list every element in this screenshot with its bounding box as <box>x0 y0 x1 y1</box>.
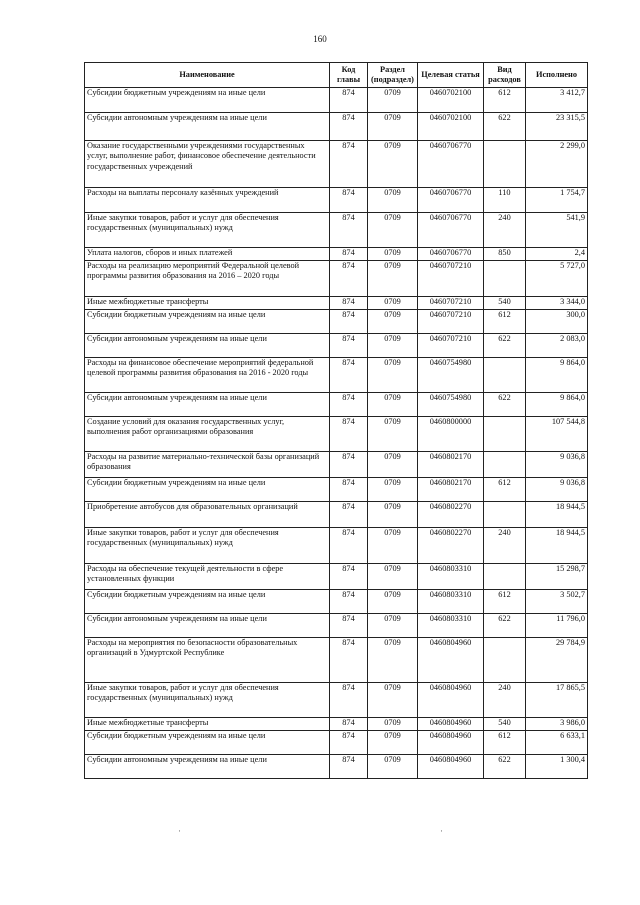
row-code: 874 <box>330 638 368 683</box>
table-row <box>85 188 588 213</box>
row-target: 0460706770 <box>418 188 484 213</box>
table-row <box>85 417 588 452</box>
row-code: 874 <box>330 358 368 393</box>
row-target: 0460707210 <box>418 310 484 334</box>
row-section: 0709 <box>368 614 418 638</box>
row-type: 240 <box>484 528 526 564</box>
row-name: Создание условий для оказания государственных услуг, выполнения работ организациями образования <box>85 417 330 452</box>
col-header-type: Вид расходов <box>484 63 526 88</box>
row-code: 874 <box>330 417 368 452</box>
table-row <box>85 502 588 528</box>
row-name: Иные закупки товаров, работ и услуг для обеспечения государственных (муниципальных) нужд <box>85 683 330 718</box>
row-target: 0460804960 <box>418 731 484 755</box>
row-section: 0709 <box>368 755 418 779</box>
row-type <box>484 638 526 683</box>
row-amount: 9 036,8 <box>526 478 588 502</box>
row-type: 612 <box>484 590 526 614</box>
row-amount: 107 544,8 <box>526 417 588 452</box>
table-row <box>85 614 588 638</box>
row-amount: 541,9 <box>526 213 588 248</box>
row-amount: 2 299,0 <box>526 141 588 188</box>
table-row <box>85 590 588 614</box>
row-code: 874 <box>330 502 368 528</box>
row-amount: 3 412,7 <box>526 88 588 113</box>
table-header-row <box>85 63 588 88</box>
row-name: Субсидии бюджетным учреждениям на иные цели <box>85 88 330 113</box>
row-name: Уплата налогов, сборов и иных платежей <box>85 248 330 261</box>
table-row <box>85 393 588 417</box>
row-target: 0460706770 <box>418 248 484 261</box>
table-row <box>85 213 588 248</box>
row-type <box>484 141 526 188</box>
row-section: 0709 <box>368 113 418 141</box>
row-section: 0709 <box>368 564 418 590</box>
scan-mark-right: · <box>440 826 443 836</box>
row-type: 850 <box>484 248 526 261</box>
row-type: 240 <box>484 213 526 248</box>
row-type <box>484 452 526 478</box>
row-code: 874 <box>330 528 368 564</box>
scan-mark-left: · <box>178 826 181 836</box>
row-target: 0460804960 <box>418 755 484 779</box>
row-amount: 300,0 <box>526 310 588 334</box>
row-section: 0709 <box>368 358 418 393</box>
row-target: 0460707210 <box>418 297 484 310</box>
row-name: Расходы на развитие материально-технической базы организаций образования <box>85 452 330 478</box>
table-row <box>85 731 588 755</box>
row-section: 0709 <box>368 478 418 502</box>
table-row <box>85 261 588 297</box>
row-code: 874 <box>330 755 368 779</box>
row-type <box>484 502 526 528</box>
row-section: 0709 <box>368 718 418 731</box>
row-name: Расходы на реализацию мероприятий Федеральной целевой программы развития образования на 2016 – 2020 годы <box>85 261 330 297</box>
row-amount: 5 727,0 <box>526 261 588 297</box>
row-target: 0460702100 <box>418 113 484 141</box>
table-row <box>85 248 588 261</box>
row-code: 874 <box>330 88 368 113</box>
row-amount: 1 300,4 <box>526 755 588 779</box>
row-type: 622 <box>484 113 526 141</box>
table-row <box>85 683 588 718</box>
row-name: Иные межбюджетные трансферты <box>85 718 330 731</box>
row-code: 874 <box>330 334 368 358</box>
row-code: 874 <box>330 683 368 718</box>
row-name: Приобретение автобусов для образовательных организаций <box>85 502 330 528</box>
row-target: 0460802270 <box>418 502 484 528</box>
row-type <box>484 564 526 590</box>
row-section: 0709 <box>368 452 418 478</box>
row-section: 0709 <box>368 502 418 528</box>
row-target: 0460803310 <box>418 590 484 614</box>
row-target: 0460800000 <box>418 417 484 452</box>
row-amount: 9 864,0 <box>526 393 588 417</box>
row-type: 240 <box>484 683 526 718</box>
row-section: 0709 <box>368 528 418 564</box>
col-header-code: Код главы <box>330 63 368 88</box>
row-target: 0460803310 <box>418 614 484 638</box>
table-row <box>85 452 588 478</box>
row-section: 0709 <box>368 334 418 358</box>
col-header-target: Целевая статья <box>418 63 484 88</box>
table-row <box>85 334 588 358</box>
row-section: 0709 <box>368 141 418 188</box>
row-name: Субсидии автономным учреждениям на иные цели <box>85 755 330 779</box>
row-section: 0709 <box>368 213 418 248</box>
row-target: 0460707210 <box>418 334 484 358</box>
row-section: 0709 <box>368 88 418 113</box>
row-code: 874 <box>330 141 368 188</box>
row-name: Субсидии бюджетным учреждениям на иные цели <box>85 731 330 755</box>
row-target: 0460804960 <box>418 718 484 731</box>
row-type: 622 <box>484 334 526 358</box>
row-amount: 3 344,0 <box>526 297 588 310</box>
row-target: 0460802170 <box>418 452 484 478</box>
row-code: 874 <box>330 718 368 731</box>
row-amount: 18 944,5 <box>526 502 588 528</box>
row-name: Оказание государственными учреждениями государственных услуг, выполнение работ, финансовое обеспечение деятельности государственных учреждений <box>85 141 330 188</box>
row-code: 874 <box>330 261 368 297</box>
row-name: Иные закупки товаров, работ и услуг для обеспечения государственных (муниципальных) нужд <box>85 213 330 248</box>
row-type: 540 <box>484 718 526 731</box>
row-amount: 6 633,1 <box>526 731 588 755</box>
row-amount: 11 796,0 <box>526 614 588 638</box>
row-code: 874 <box>330 213 368 248</box>
row-code: 874 <box>330 452 368 478</box>
row-amount: 17 865,5 <box>526 683 588 718</box>
row-code: 874 <box>330 297 368 310</box>
row-code: 874 <box>330 564 368 590</box>
row-type: 540 <box>484 297 526 310</box>
row-code: 874 <box>330 393 368 417</box>
row-section: 0709 <box>368 297 418 310</box>
budget-table <box>84 62 588 779</box>
row-target: 0460802170 <box>418 478 484 502</box>
table-row <box>85 113 588 141</box>
row-code: 874 <box>330 731 368 755</box>
row-name: Субсидии бюджетным учреждениям на иные цели <box>85 478 330 502</box>
table-row <box>85 141 588 188</box>
row-amount: 2,4 <box>526 248 588 261</box>
table-row <box>85 638 588 683</box>
row-type: 612 <box>484 310 526 334</box>
row-name: Субсидии автономным учреждениям на иные цели <box>85 334 330 358</box>
row-type: 622 <box>484 614 526 638</box>
row-name: Расходы на мероприятия по безопасности образовательных организаций в Удмуртской Республике <box>85 638 330 683</box>
row-code: 874 <box>330 478 368 502</box>
row-section: 0709 <box>368 731 418 755</box>
row-target: 0460754980 <box>418 358 484 393</box>
row-section: 0709 <box>368 417 418 452</box>
row-section: 0709 <box>368 638 418 683</box>
row-code: 874 <box>330 614 368 638</box>
row-name: Субсидии автономным учреждениям на иные цели <box>85 393 330 417</box>
row-code: 874 <box>330 188 368 213</box>
row-section: 0709 <box>368 248 418 261</box>
row-target: 0460707210 <box>418 261 484 297</box>
row-name: Субсидии бюджетным учреждениям на иные цели <box>85 310 330 334</box>
row-amount: 9 864,0 <box>526 358 588 393</box>
row-target: 0460802270 <box>418 528 484 564</box>
row-name: Расходы на выплаты персоналу казённых учреждений <box>85 188 330 213</box>
row-code: 874 <box>330 248 368 261</box>
row-section: 0709 <box>368 683 418 718</box>
table-row <box>85 755 588 779</box>
page-number: 160 <box>313 34 327 44</box>
row-type: 110 <box>484 188 526 213</box>
table-row <box>85 358 588 393</box>
row-type: 612 <box>484 731 526 755</box>
row-amount: 15 298,7 <box>526 564 588 590</box>
table-row <box>85 478 588 502</box>
row-name: Субсидии автономным учреждениям на иные цели <box>85 113 330 141</box>
row-target: 0460804960 <box>418 638 484 683</box>
row-name: Расходы на финансовое обеспечение мероприятий федеральной целевой программы развития образования на 2016 - 2020 годы <box>85 358 330 393</box>
col-header-name: Наименование <box>85 63 330 88</box>
row-name: Иные межбюджетные трансферты <box>85 297 330 310</box>
row-type <box>484 417 526 452</box>
table-row <box>85 310 588 334</box>
row-target: 0460702100 <box>418 88 484 113</box>
row-type <box>484 261 526 297</box>
row-section: 0709 <box>368 590 418 614</box>
row-amount: 18 944,5 <box>526 528 588 564</box>
table-row <box>85 718 588 731</box>
row-target: 0460803310 <box>418 564 484 590</box>
row-type <box>484 358 526 393</box>
col-header-section: Раздел (подраздел) <box>368 63 418 88</box>
row-code: 874 <box>330 590 368 614</box>
row-section: 0709 <box>368 393 418 417</box>
row-name: Субсидии автономным учреждениям на иные цели <box>85 614 330 638</box>
row-amount: 3 986,0 <box>526 718 588 731</box>
row-name: Иные закупки товаров, работ и услуг для обеспечения государственных (муниципальных) нужд <box>85 528 330 564</box>
row-section: 0709 <box>368 188 418 213</box>
row-amount: 3 502,7 <box>526 590 588 614</box>
row-amount: 1 754,7 <box>526 188 588 213</box>
table-row <box>85 297 588 310</box>
row-target: 0460804960 <box>418 683 484 718</box>
row-amount: 23 315,5 <box>526 113 588 141</box>
table-body <box>85 88 588 779</box>
row-target: 0460706770 <box>418 141 484 188</box>
row-target: 0460706770 <box>418 213 484 248</box>
row-type: 622 <box>484 755 526 779</box>
col-header-amount: Исполнено <box>526 63 588 88</box>
row-amount: 29 784,9 <box>526 638 588 683</box>
row-name: Субсидии бюджетным учреждениям на иные цели <box>85 590 330 614</box>
row-type: 612 <box>484 478 526 502</box>
row-code: 874 <box>330 310 368 334</box>
table-row <box>85 88 588 113</box>
table-row <box>85 564 588 590</box>
row-amount: 9 036,8 <box>526 452 588 478</box>
row-amount: 2 083,0 <box>526 334 588 358</box>
row-section: 0709 <box>368 261 418 297</box>
row-code: 874 <box>330 113 368 141</box>
row-section: 0709 <box>368 310 418 334</box>
table-row <box>85 528 588 564</box>
row-target: 0460754980 <box>418 393 484 417</box>
row-name: Расходы на обеспечение текущей деятельности в сфере установленных функции <box>85 564 330 590</box>
row-type: 612 <box>484 88 526 113</box>
row-type: 622 <box>484 393 526 417</box>
